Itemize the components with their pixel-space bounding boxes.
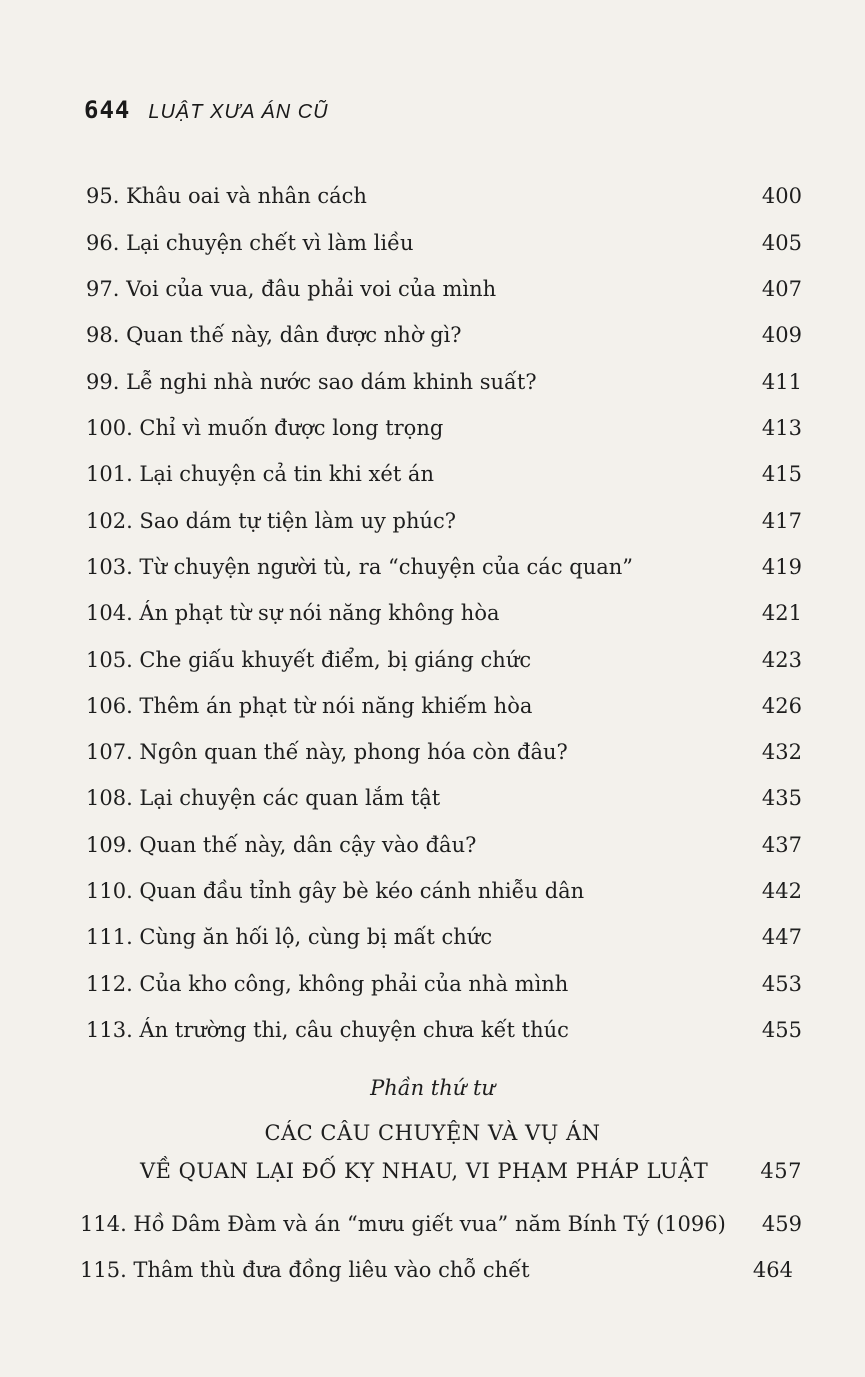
- toc-entry-title: 106. Thêm án phạt từ nói năng khiếm hòa: [86, 694, 533, 718]
- toc-entry: [80, 1256, 793, 1284]
- toc-entry: [86, 923, 802, 951]
- toc-entry: [86, 877, 802, 905]
- toc-entry: [86, 553, 802, 581]
- toc-entry-title: 102. Sao dám tự tiện làm uy phúc?: [86, 509, 457, 533]
- toc-entry-page: 413: [761, 416, 802, 440]
- toc-entry-page: 417: [761, 509, 802, 533]
- toc-entry-title: 99. Lễ nghi nhà nước sao dám khinh suất?: [86, 370, 537, 394]
- toc-entry: [86, 831, 802, 859]
- toc-entry: [86, 414, 802, 442]
- toc-entry-page: 453: [761, 972, 802, 996]
- page-number: 644: [84, 96, 131, 124]
- toc-entry-page: 400: [761, 184, 802, 208]
- toc-entry: [86, 321, 802, 349]
- toc-entry: [86, 646, 802, 674]
- toc-entry-page: 442: [761, 879, 802, 903]
- toc-entry-page: 432: [761, 740, 802, 764]
- toc-entry-title: 104. Án phạt từ sự nói năng không hòa: [86, 601, 500, 625]
- toc-entry: [86, 507, 802, 535]
- toc-entry-title: 96. Lại chuyện chết vì làm liều: [86, 231, 414, 255]
- toc-entry-page: 415: [761, 462, 802, 486]
- part-heading-line2-row: [140, 1157, 802, 1185]
- toc-entry-page: 407: [761, 277, 802, 301]
- toc-entry-page: 447: [761, 925, 802, 949]
- toc-entry: [86, 1016, 802, 1044]
- toc-entry-page: 435: [761, 786, 802, 810]
- toc-entry: [86, 460, 802, 488]
- part-heading-line1: CÁC CÂU CHUYỆN VÀ VỤ ÁN: [264, 1121, 601, 1145]
- toc-entry: [80, 1210, 802, 1238]
- toc-entry: [86, 599, 802, 627]
- toc-entry: [86, 229, 802, 257]
- toc-entry-title: 97. Voi của vua, đâu phải voi của mình: [86, 277, 497, 301]
- toc-entry-page: 419: [761, 555, 802, 579]
- toc-entry-page: 423: [761, 648, 802, 672]
- toc-entry-page: 421: [761, 601, 802, 625]
- toc-entry: [86, 970, 802, 998]
- toc-entry-title: 114. Hồ Dâm Đàm và án “mưu giết vua” năm Bính Tý (1096): [80, 1212, 726, 1236]
- toc-entry-page: 464: [752, 1258, 793, 1282]
- running-header: [84, 96, 329, 124]
- toc-entry-title: 115. Thâm thù đưa đồng liêu vào chỗ chết: [80, 1258, 530, 1282]
- toc-entry-page: 437: [761, 833, 802, 857]
- toc-entry-title: 101. Lại chuyện cả tin khi xét án: [86, 462, 434, 486]
- toc-entry-title: 109. Quan thế này, dân cậy vào đâu?: [86, 833, 477, 857]
- toc-entry-title: 105. Che giấu khuyết điểm, bị giáng chức: [86, 648, 532, 672]
- toc-entry-page: 405: [761, 231, 802, 255]
- toc-entry-page: 426: [761, 694, 802, 718]
- part-label: Phần thứ tư: [370, 1076, 495, 1100]
- book-title: LUẬT XƯA ÁN CŨ: [148, 101, 329, 123]
- toc-entry-title: 113. Án trường thi, câu chuyện chưa kết thúc: [86, 1018, 569, 1042]
- toc-entry-title: 110. Quan đầu tỉnh gây bè kéo cánh nhiễu dân: [86, 879, 585, 903]
- toc-entry: [86, 738, 802, 766]
- toc-entry-title: 112. Của kho công, không phải của nhà mình: [86, 972, 569, 996]
- toc-entry: [86, 692, 802, 720]
- toc-entry-page: 455: [761, 1018, 802, 1042]
- toc-entry-title: 108. Lại chuyện các quan lắm tật: [86, 786, 441, 810]
- toc-entry-title: 103. Từ chuyện người tù, ra “chuyện của các quan”: [86, 555, 634, 579]
- toc-entry-title: 98. Quan thế này, dân được nhờ gì?: [86, 323, 462, 347]
- toc-entry-title: 95. Khâu oai và nhân cách: [86, 184, 367, 208]
- toc-entry-page: 459: [761, 1212, 802, 1236]
- part-heading-page: 457: [760, 1159, 802, 1183]
- toc-entry: [86, 182, 802, 210]
- toc-entry-title: 107. Ngôn quan thế này, phong hóa còn đâu?: [86, 740, 568, 764]
- part-heading-line2: VỀ QUAN LẠI ĐỐ KỴ NHAU, VI PHẠM PHÁP LUẬT: [140, 1159, 709, 1183]
- toc-entry: [86, 784, 802, 812]
- toc-entry-page: 409: [761, 323, 802, 347]
- toc-entry-title: 111. Cùng ăn hối lộ, cùng bị mất chức: [86, 925, 493, 949]
- toc-entry: [86, 275, 802, 303]
- toc-entry: [86, 368, 802, 396]
- toc-entry-page: 411: [761, 370, 802, 394]
- toc-entry-title: 100. Chỉ vì muốn được long trọng: [86, 416, 444, 440]
